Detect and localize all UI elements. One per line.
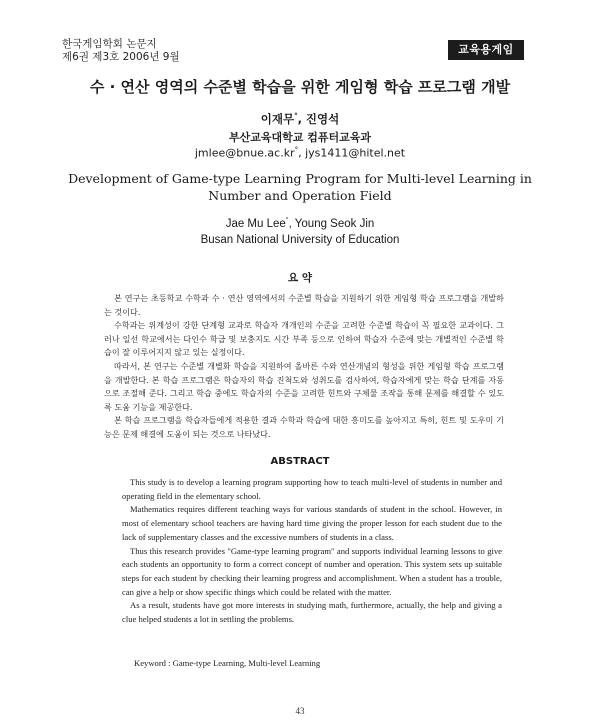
abstract-paragraph: Thus this research provides "Game-type learning program" and supports individual learning lessons to give each students an opportunity to form a correct concept of number and operation. This system sets up suitable steps for each student by checking their learning progress and accomplishment. When a student has a trouble, can give a help or show specific things which could be related with the matter. <box>122 545 502 597</box>
authors-korean <box>0 111 600 127</box>
author-en-1-mark: ° <box>285 217 289 224</box>
keyword-line: Keyword : Game-type Learning, Multi-level Learning <box>134 658 321 668</box>
authors-english <box>0 217 600 230</box>
title-english-line-2: Number and Operation Field <box>208 188 392 203</box>
summary-paragraph: 본 연구는 초등학교 수학과 수 · 연산 영역에서의 수준별 학습을 지원하기 위한 게임형 학습 프로그램을 개발하는 것이다. <box>104 293 504 317</box>
author-1-name: 이재무 <box>260 112 295 126</box>
title-english <box>0 170 600 204</box>
author-en-1: Jae Mu Lee <box>225 217 286 230</box>
page-number: 43 <box>295 706 305 716</box>
abstract-paragraph: As a result, students have got more interests in studying math, furthermore, actually, the help and giving a clue helped students a lot in settling the problems. <box>122 600 502 625</box>
title-korean: 수 · 연산 영역의 수준별 학습을 위한 게임형 학습 프로그램 개발 <box>89 78 511 96</box>
journal-issue: 제6권 제3호 2006년 9월 <box>62 51 180 63</box>
journal-header <box>62 38 180 64</box>
journal-name: 한국게임학회 논문지 <box>62 38 157 50</box>
summary-paragraph: 본 학습 프로그램을 학습자들에게 적용한 결과 수학과 학습에 대한 흥미도를 높아지고 특히, 힌트 및 도우미 기능은 문제 해결에 도움이 되는 것으로 나타났다. <box>104 415 504 439</box>
summary-paragraph: 수학과는 위계성이 강한 단계형 교과로 학습자 개개인의 수준을 고려한 수준별 학습이 꼭 필요한 교과이다. 그러나 일선 학교에서는 다인수 학급 및 보충지도 시간 부족 등으로 인하여 학습자 수준에 맞는 개별적인 수준별 학습이 잘 이루어지지 않고 있는 실정이다. <box>104 320 504 358</box>
abstract-paragraph: Mathematics requires different teaching ways for various standards of student in the school. However, in most of elementary school teachers are having hard time giving the proper lesson for each student due to the lack of supplementary classes and the excessive numbers of students in a class. <box>122 504 502 542</box>
title-english-line-1: Development of Game-type Learning Program for Multi-level Learning in <box>68 171 532 186</box>
summary-korean <box>104 292 504 442</box>
summary-heading: 요 약 <box>288 272 312 284</box>
email-2[interactable]: , jys1411@hitel.net <box>298 146 406 160</box>
author-en-2: , Young Seok Jin <box>288 217 375 230</box>
abstract-heading: ABSTRACT <box>270 456 330 467</box>
affiliation-english: Busan National University of Education <box>200 234 400 246</box>
author-emails <box>0 146 600 160</box>
author-2-name: , 진영석 <box>297 112 340 126</box>
affiliation-korean: 부산교육대학교 컴퓨터교육과 <box>229 131 371 144</box>
author-1-mark: ° <box>294 112 298 121</box>
abstract-paragraph: This study is to develop a learning program supporting how to teach multi-level of students in number and operating field in the elementary school. <box>122 477 502 501</box>
summary-paragraph: 따라서, 본 연구는 수준별 개별화 학습을 지원하여 올바른 수와 연산개념의 형성을 위한 게임형 학습 프로그램을 개발한다. 본 학습 프로그램은 학습자의 학습 진척도와 성취도를 검사하여, 학습자에게 맞는 학습 단계를 자동으로 조절해 준다. 그리고 학습 중에도 학습자의 수준을 고려한 힌트와 구체물 조작을 통해 문제를 해결할 수 있도록 도움 기능을 제공한다. <box>104 360 504 412</box>
abstract-english <box>122 476 502 627</box>
email-1[interactable]: jmlee@bnue.ac.kr <box>194 146 295 160</box>
category-badge: 교육용게임 <box>448 40 524 60</box>
email-1-mark: ° <box>294 146 299 154</box>
